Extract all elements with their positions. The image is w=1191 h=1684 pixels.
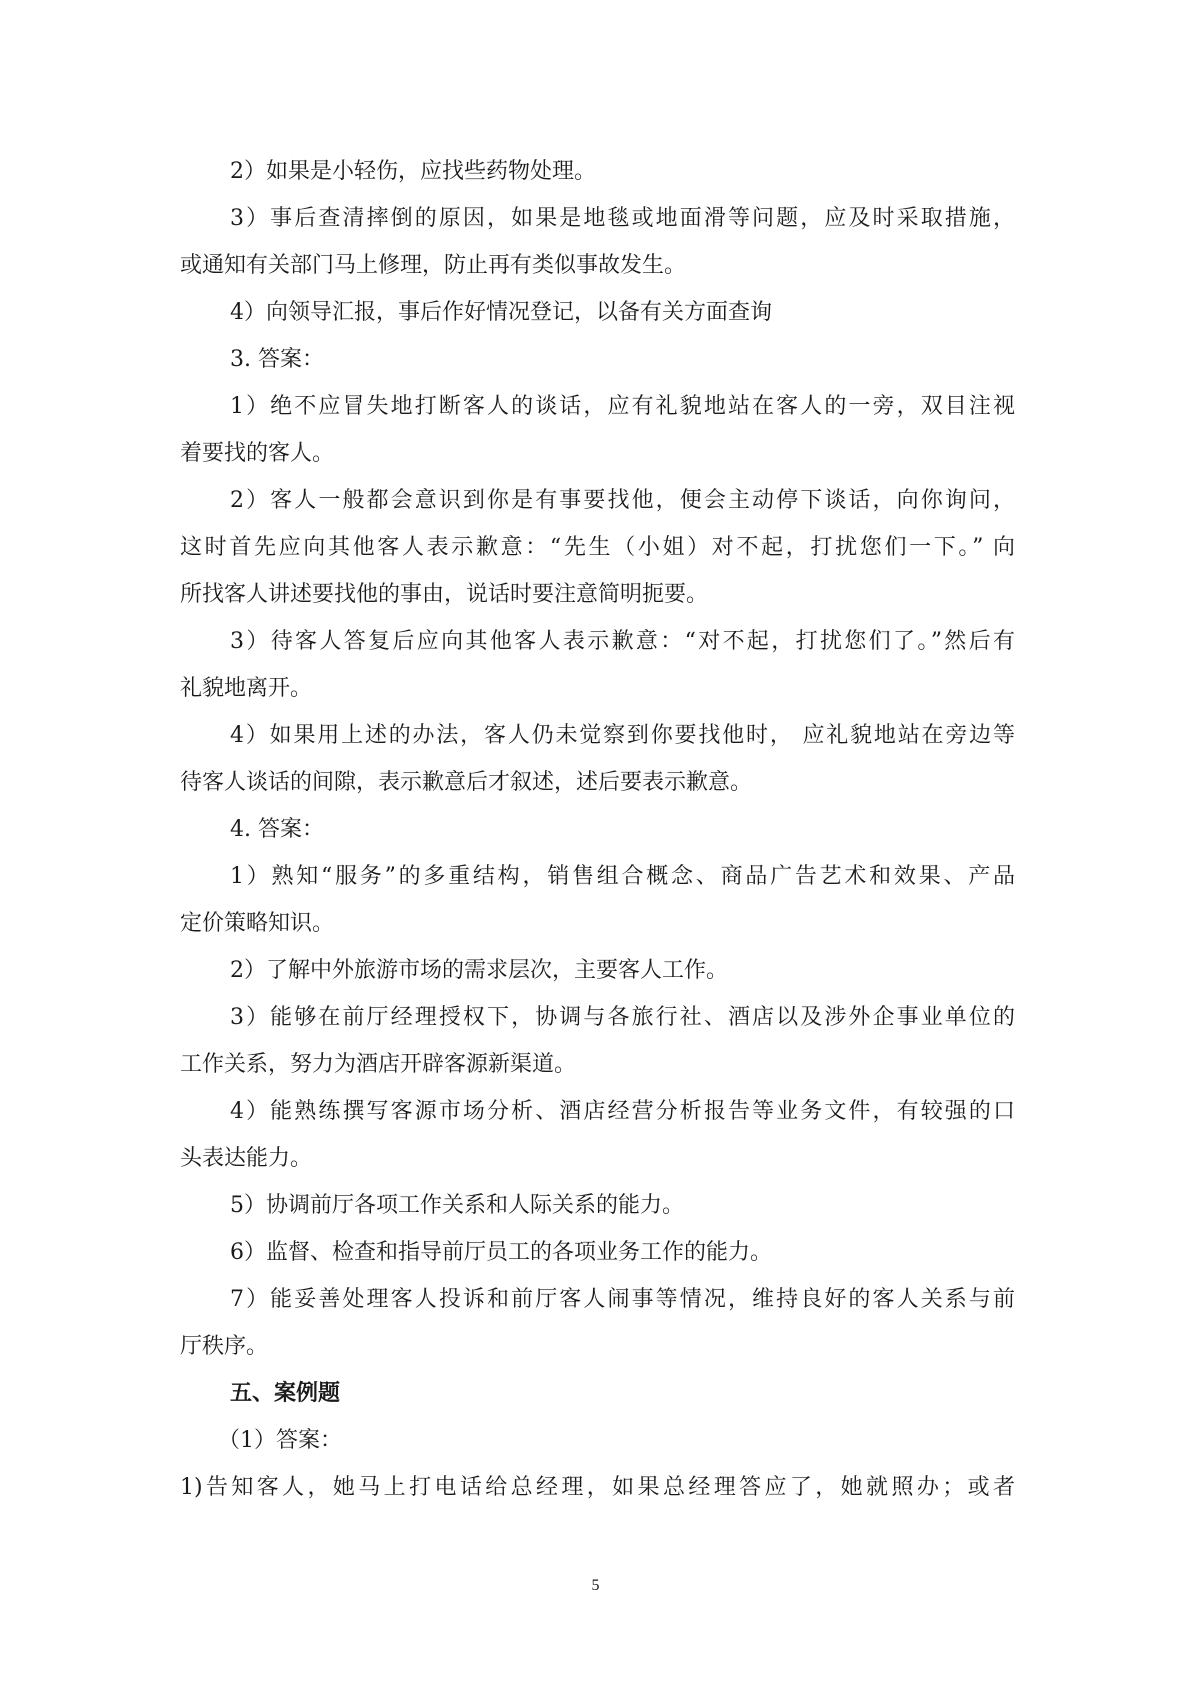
text-line: 3）能够在前厅经理授权下，协调与各旅行社、酒店以及涉外企事业单位的: [230, 1005, 1015, 1030]
text-line: 所找客人讲述要找他的事由，说话时要注意简明扼要。: [180, 582, 709, 607]
page-number: 5: [591, 1577, 600, 1594]
text-line: 厅秩序。: [180, 1334, 269, 1359]
text-line: 4）如果用上述的办法，客人仍未觉察到你要找他时， 应礼貌地站在旁边等: [230, 723, 1015, 748]
text-line: 6）监督、检查和指导前厅员工的各项业务工作的能力。: [230, 1240, 772, 1265]
case-answer-first-line: 1)告知客人，她马上打电话给总经理，如果总经理答应了，她就照办；或者: [180, 1475, 1015, 1500]
text-line: 工作关系，努力为酒店开辟客源新渠道。: [180, 1052, 577, 1077]
text-line: 定价策略知识。: [180, 911, 335, 936]
text-line: 礼貌地离开。: [180, 676, 313, 701]
text-line: 1）绝不应冒失地打断客人的谈话，应有礼貌地站在客人的一旁，双目注视: [230, 394, 1015, 419]
text-line: 1）熟知“服务”的多重结构，销售组合概念、商品广告艺术和效果、产品: [230, 864, 1015, 889]
text-line: 待客人谈话的间隙，表示歉意后才叙述，述后要表示歉意。: [180, 770, 753, 795]
text-line: 4）向领导汇报，事后作好情况登记，以备有关方面查询: [230, 300, 772, 325]
text-line: 3）待客人答复后应向其他客人表示歉意：“对不起，打扰您们了。”然后有: [230, 629, 1015, 654]
text-line: 3）事后查清摔倒的原因，如果是地毯或地面滑等问题，应及时采取措施，: [230, 206, 1015, 231]
text-line: 5）协调前厅各项工作关系和人际关系的能力。: [230, 1193, 684, 1218]
answer-lines: [180, 148, 1015, 1370]
text-line: 2）如果是小轻伤，应找些药物处理。: [230, 159, 596, 184]
text-line: 这时首先应向其他客人表示歉意：“先生（小姐）对不起，打扰您们一下。” 向: [180, 535, 1015, 560]
text-line: 4）能熟练撰写客源市场分析、酒店经营分析报告等业务文件，有较强的口: [230, 1099, 1015, 1124]
text-line: 2）客人一般都会意识到你是有事要找他，便会主动停下谈话，向你询问，: [230, 488, 1015, 513]
text-line: 或通知有关部门马上修理，防止再有类似事故发生。: [180, 253, 687, 278]
text-line: 着要找的客人。: [180, 441, 335, 466]
case-answer-label: （1）答案：: [218, 1428, 342, 1453]
text-line: 2）了解中外旅游市场的需求层次，主要客人工作。: [230, 958, 728, 983]
text-line: 3. 答案：: [230, 347, 324, 372]
section-heading: 五、案例题: [230, 1381, 341, 1406]
text-line: 头表达能力。: [180, 1146, 313, 1171]
document-body: [180, 148, 1015, 1511]
text-line: 4. 答案：: [230, 817, 324, 842]
text-line: 7）能妥善处理客人投诉和前厅客人闹事等情况，维持良好的客人关系与前: [230, 1287, 1015, 1312]
